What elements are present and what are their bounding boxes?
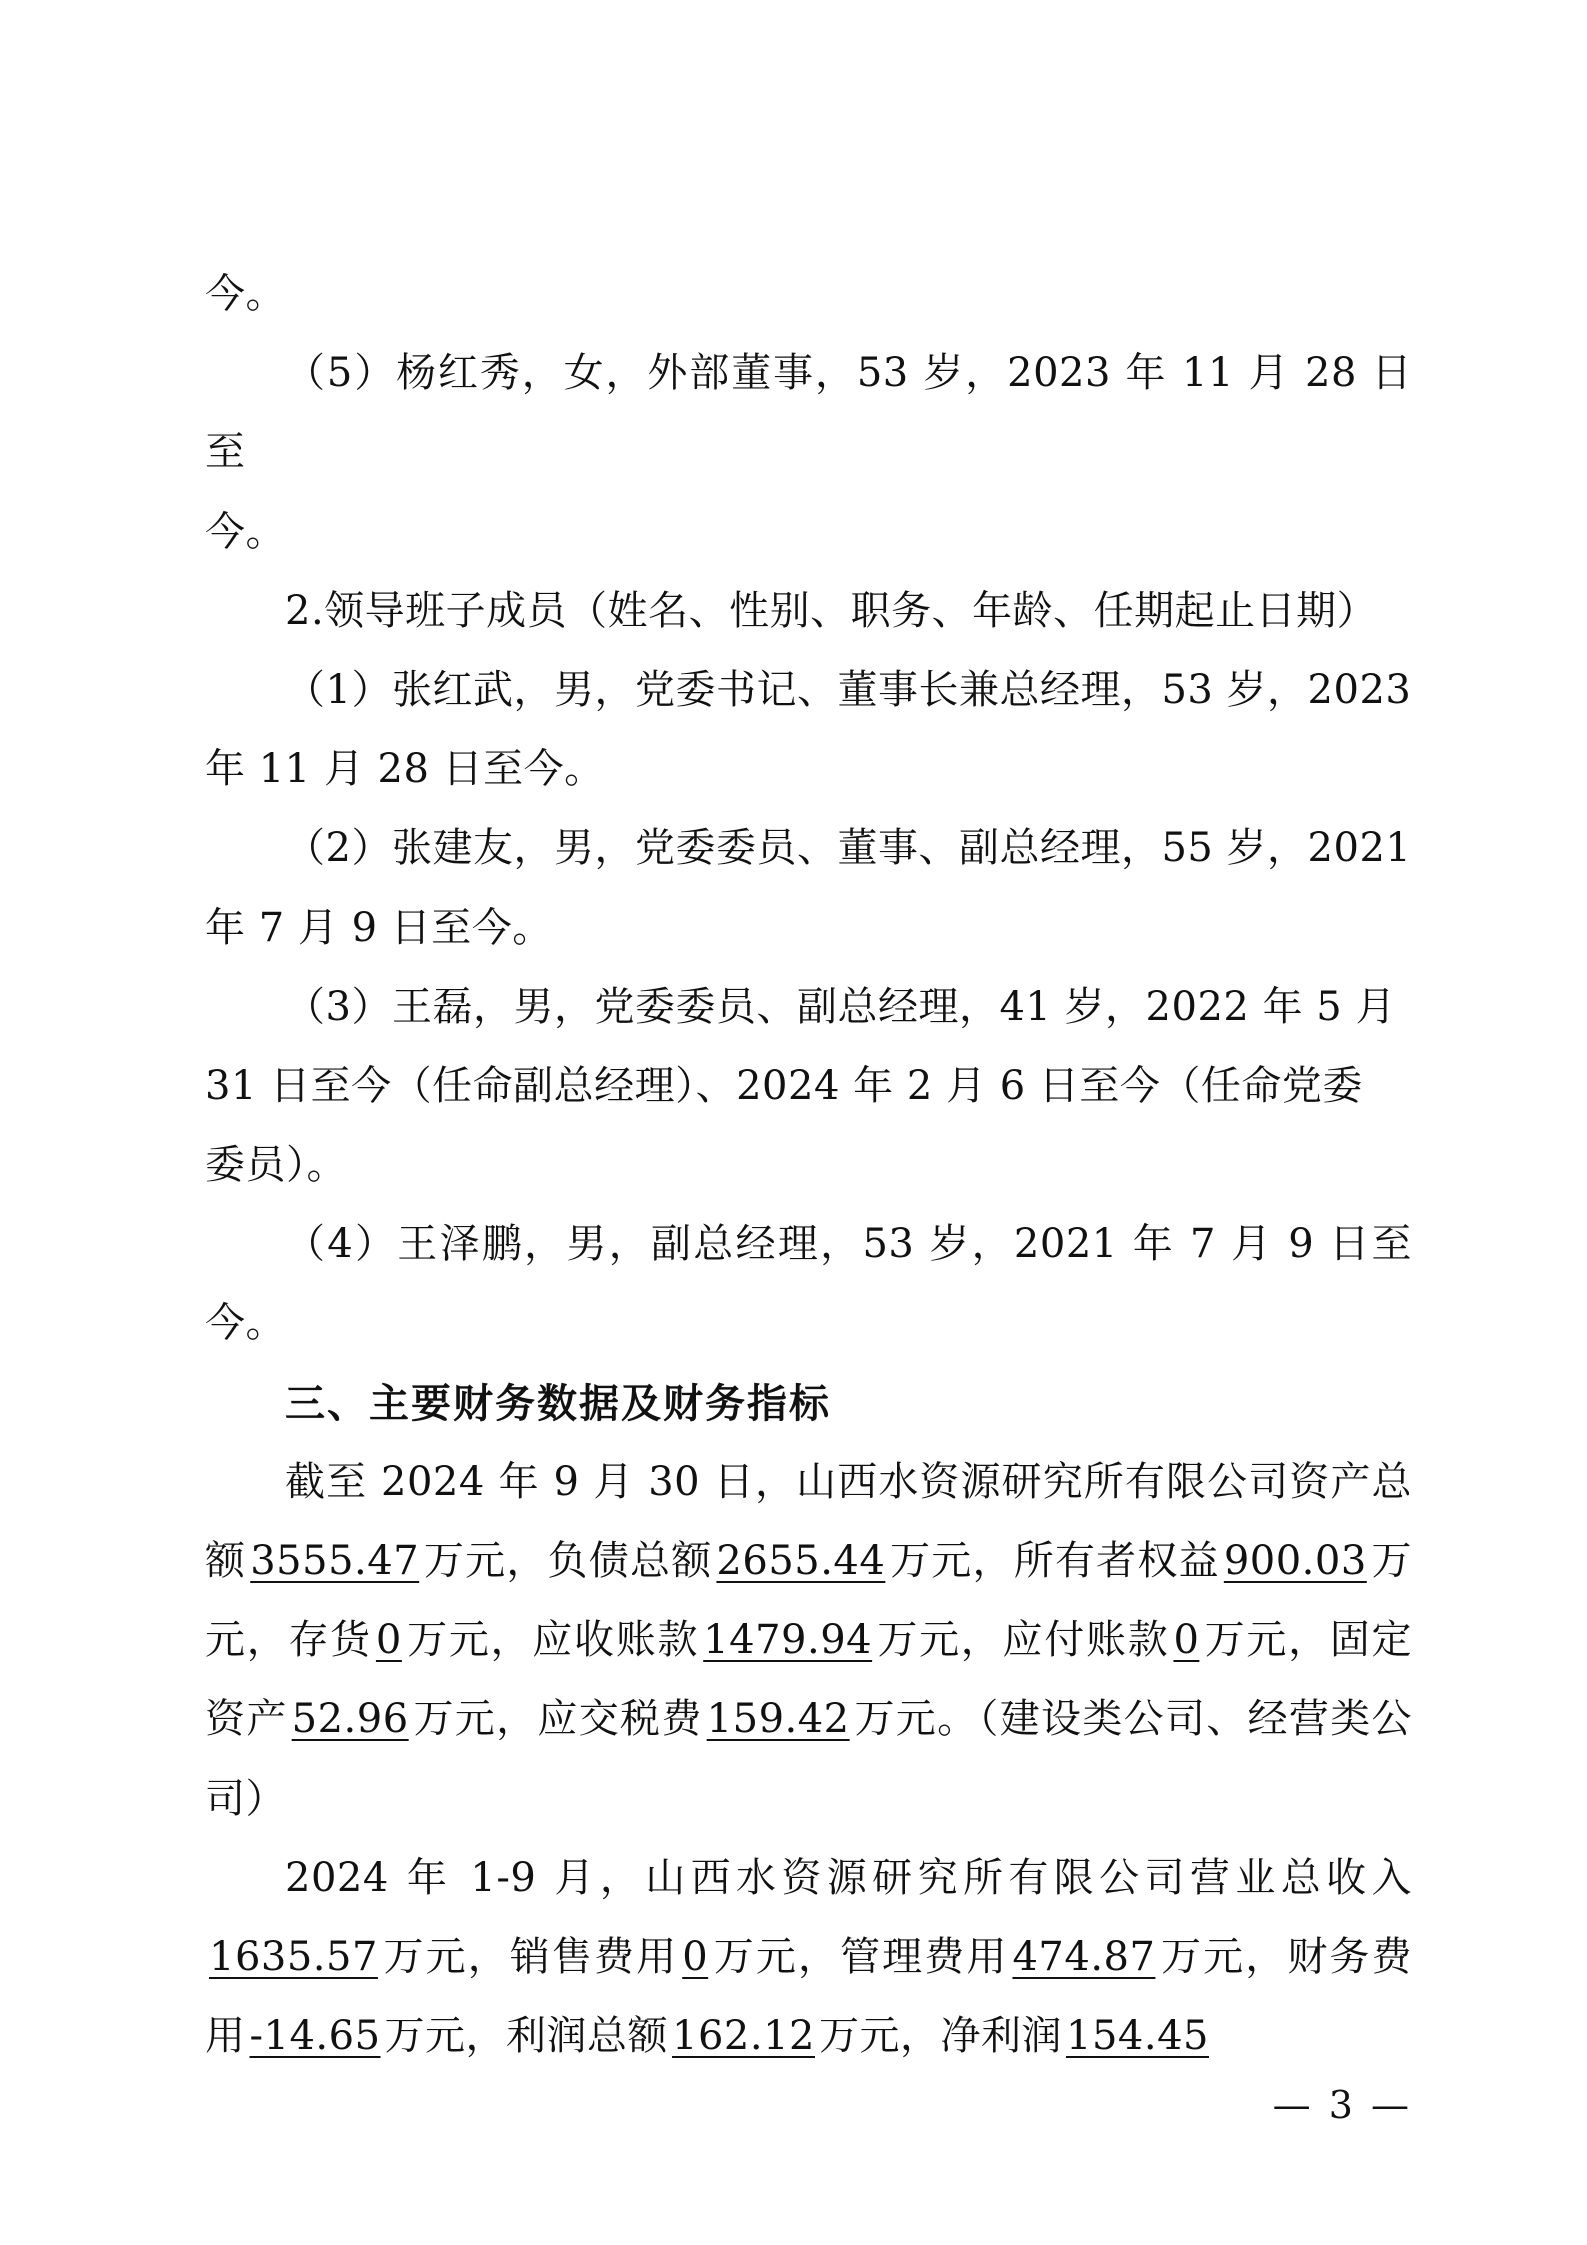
underlined-value: 1635.57 <box>209 1933 378 1980</box>
underlined-value: -14.65 <box>249 2013 381 2060</box>
inline-text: 万元，净利润 <box>819 2013 1062 2060</box>
underlined-value: 900.03 <box>1223 1538 1367 1584</box>
underlined-value: 52.96 <box>291 1696 409 1743</box>
inline-text: 万元，应交税费 <box>412 1696 703 1743</box>
underlined-value: 2655.44 <box>716 1538 886 1584</box>
finance-paragraph-assets <box>205 1443 1412 1839</box>
finance-lead-text: 截至 2024 年 9 月 30 日，山西水资源研究所有限公司资产总 <box>285 1458 1412 1505</box>
inline-text: 万元，固定资产 <box>205 1617 1413 1743</box>
underlined-value: 154.45 <box>1066 2013 1209 2060</box>
underlined-value: 1479.94 <box>703 1617 873 1664</box>
finance-values-income <box>205 1934 1412 2059</box>
page-number: — 3 — <box>1272 2083 1412 2127</box>
paragraph: 委员）。 <box>205 1142 347 1189</box>
inline-text: 万元，所有者权益 <box>889 1538 1220 1584</box>
finance-values-assets <box>205 1538 1412 1822</box>
inline-text: 额 <box>205 1538 247 1584</box>
section-heading: 三、主要财务数据及财务指标 <box>285 1379 831 1427</box>
inline-text: 万元，存货 <box>205 1538 1413 1664</box>
paragraph: 今。 <box>205 508 286 555</box>
document-body <box>205 255 1412 2076</box>
paragraph: （5）杨红秀，女，外部董事，53 岁，2023 年 11 月 28 日至 <box>205 350 1412 476</box>
paragraph: （4）王泽鹏，男，副总经理，53 岁，2021 年 7 月 9 日至今。 <box>205 1221 1412 1347</box>
finance-paragraph-income <box>205 1839 1412 2077</box>
underlined-value: 159.42 <box>706 1696 850 1743</box>
inline-text: 万元，利润总额 <box>384 2013 669 2060</box>
inline-text: 万元，财务费用 <box>205 1933 1413 2060</box>
paragraph: （1）张红武，男，党委书记、董事长兼总经理，53 岁，2023 <box>285 666 1412 713</box>
paragraph: 31 日至今（任命副总经理）、2024 年 2 月 6 日至今（任命党委 <box>205 1062 1363 1109</box>
inline-text: 万元，负债总额 <box>423 1538 713 1584</box>
underlined-value: 474.87 <box>1012 1933 1156 1980</box>
paragraph: （3）王磊，男，党委委员、副总经理，41 岁，2022 年 5 月 <box>285 983 1396 1030</box>
paragraph: 2.领导班子成员（姓名、性别、职务、年龄、任期起止日期） <box>285 587 1378 634</box>
paragraph: （2）张建友，男，党委委员、董事、副总经理，55 岁，2021 <box>285 825 1412 872</box>
inline-text: 万元，应付账款 <box>876 1617 1170 1664</box>
underlined-value: 0 <box>682 1933 709 1980</box>
underlined-value: 3555.47 <box>250 1538 420 1584</box>
finance-lead-text: 2024 年 1-9 月，山西水资源研究所有限公司营业总收入 <box>285 1854 1412 1901</box>
underlined-value: 0 <box>1173 1617 1200 1664</box>
paragraph: 年 11 月 28 日至今。 <box>205 746 605 793</box>
paragraph: 年 7 月 9 日至今。 <box>205 904 553 951</box>
inline-text: 万元，管理费用 <box>712 1933 1009 1980</box>
inline-text: 万元，应收账款 <box>405 1617 700 1664</box>
paragraph: 今。 <box>205 271 286 317</box>
inline-text: 万元。（建设类公司、经营类公司） <box>205 1696 1413 1822</box>
underlined-value: 162.12 <box>672 2013 815 2060</box>
inline-text: 万元，销售费用 <box>381 1933 679 1980</box>
underlined-value: 0 <box>375 1617 402 1664</box>
